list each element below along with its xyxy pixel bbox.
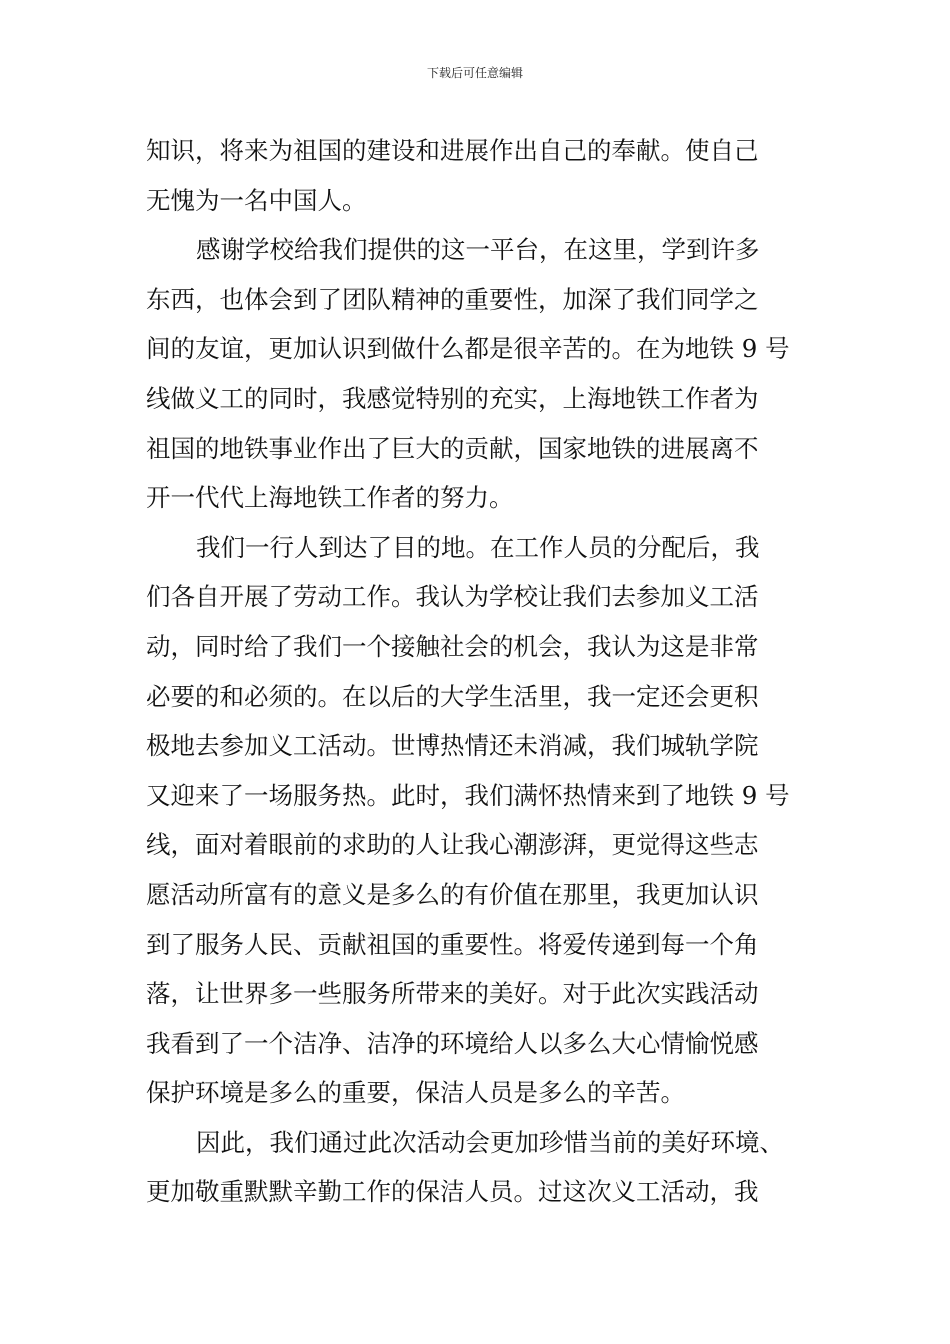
text-line: 开一代代上海地铁工作者的努力。	[146, 483, 514, 513]
text-line: 我看到了一个洁净、洁净的环境给人以多么大心情愉悦感	[146, 1028, 759, 1058]
text-line: 又迎来了一场服务热。此时，我们满怀热情来到了地铁 9 号	[146, 780, 790, 810]
text-line: 线，面对着眼前的求助的人让我心潮澎湃，更觉得这些志	[146, 830, 759, 860]
document-body	[146, 126, 822, 1217]
text-line: 无愧为一名中国人。	[146, 185, 367, 215]
text-line: 知识，将来为祖国的建设和进展作出自己的奉献。使自己	[146, 136, 759, 165]
paragraph-first-line: 我们一行人到达了目的地。在工作人员的分配后，我	[196, 532, 760, 562]
text-line: 愿活动所富有的意义是多么的有价值在那里，我更加认识	[146, 879, 759, 909]
text-line: 动，同时给了我们一个接触社会的机会，我认为这是非常	[146, 631, 759, 661]
paragraph-first-line: 感谢学校给我们提供的这一平台，在这里，学到许多	[196, 235, 760, 265]
page-header: 下载后可任意编辑	[426, 66, 523, 80]
text-line: 祖国的地铁事业作出了巨大的贡献，国家地铁的进展离不	[146, 433, 759, 463]
paragraph-first-line: 因此，我们通过此次活动会更加珍惜当前的美好环境、	[196, 1127, 784, 1157]
text-line: 必要的和必须的。在以后的大学生活里，我一定还会更积	[146, 681, 759, 711]
text-line: 极地去参加义工活动。世博热情还未消减，我们城轨学院	[146, 731, 759, 761]
text-line: 更加敬重默默辛勤工作的保洁人员。过这次义工活动，我	[146, 1177, 759, 1207]
text-line: 落，让世界多一些服务所带来的美好。对于此次实践活动	[146, 979, 759, 1009]
text-line: 线做义工的同时，我感觉特别的充实，上海地铁工作者为	[146, 383, 759, 413]
text-line: 到了服务人民、贡献祖国的重要性。将爱传递到每一个角	[146, 929, 759, 959]
text-line: 间的友谊，更加认识到做什么都是很辛苦的。在为地铁 9 号	[146, 334, 790, 364]
text-line: 们各自开展了劳动工作。我认为学校让我们去参加义工活	[146, 582, 759, 612]
text-line: 保护环境是多么的重要，保洁人员是多么的辛苦。	[146, 1078, 685, 1108]
text-line: 东西，也体会到了团队精神的重要性，加深了我们同学之	[146, 284, 759, 314]
